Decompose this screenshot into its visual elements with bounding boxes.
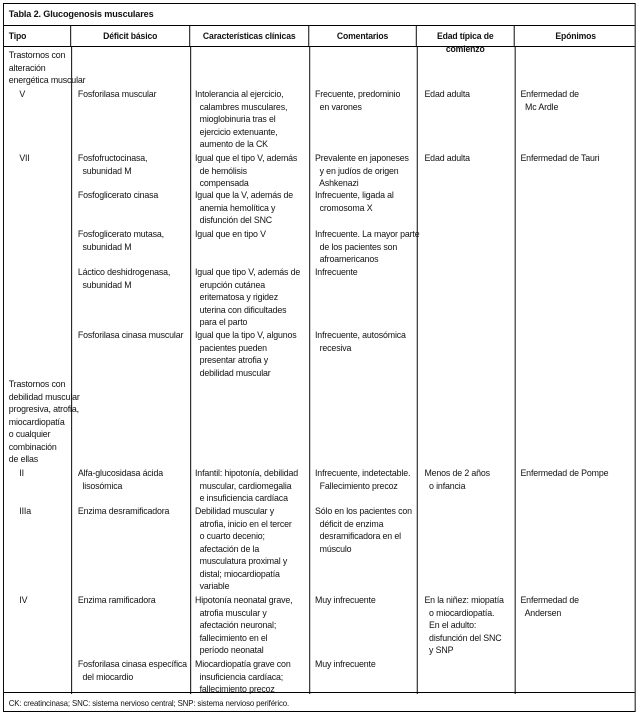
- header-edad: Edad típica de comienzo: [417, 26, 515, 46]
- cell-edad: Menos de 2 años o infancia: [424, 468, 490, 491]
- cell-deficit: Alfa-glucosidasa ácida lisosómica: [77, 468, 163, 491]
- header-eponimos: Epónimos: [555, 31, 596, 41]
- cell-deficit: Enzima ramificadora: [77, 595, 156, 605]
- cell-comentarios: Muy infrecuente: [315, 595, 376, 605]
- header-clinica: Características clínicas: [190, 26, 309, 46]
- column-divider: [417, 46, 418, 694]
- table-title: Tabla 2. Glucogenosis musculares: [4, 4, 635, 26]
- cell-eponimo: Enfermedad de Andersen: [520, 595, 579, 618]
- cell-deficit: Fosforilasa cinasa específica del miocardio: [77, 659, 187, 682]
- cell-comentarios: Infrecuente: [315, 267, 358, 277]
- cell-clinica: Infantil: hipotonía, debilidad muscular, cardiomegalia e insuficiencia cardíaca: [195, 468, 299, 503]
- cell-comentarios: Infrecuente. La mayor parte de los pacientes son afroamericanos: [315, 229, 420, 264]
- cell-comentarios: Infrecuente, autosómica recesiva: [315, 330, 406, 353]
- cell-edad: Edad adulta: [424, 89, 470, 99]
- cell-deficit: Fosfoglicerato cinasa: [77, 190, 159, 200]
- cell-tipo: V: [19, 89, 26, 99]
- cell-deficit: Enzima desramificadora: [77, 506, 170, 516]
- cell-eponimo: Enfermedad de Mc Ardle: [520, 89, 579, 112]
- cell-edad: Edad adulta: [424, 153, 470, 163]
- cell-comentarios: Infrecuente, ligada al cromosoma X: [315, 190, 394, 213]
- group-label-energetica: Trastornos con alteración energética muscular: [8, 50, 86, 85]
- cell-comentarios: Sólo en los pacientes con déficit de enzima desramificadora en el músculo: [315, 506, 412, 554]
- cell-deficit: Fosforilasa muscular: [77, 89, 157, 99]
- header-tipo: Tipo: [4, 26, 71, 46]
- cell-comentarios: Frecuente, predominio en varones: [315, 89, 401, 112]
- cell-tipo: VII: [19, 153, 30, 163]
- header-deficit: Déficit básico: [71, 26, 190, 46]
- header-comentarios: Comentarios: [309, 26, 417, 46]
- table-footnote: CK: creatincinasa; SNC: sistema nervioso central; SNP: sistema nervioso periférico.: [4, 692, 635, 711]
- cell-deficit: Fosforilasa cinasa muscular: [77, 330, 184, 340]
- cell-clinica: Igual que la V, además de anemia hemolítica y disfunción del SNC: [195, 190, 294, 225]
- cell-tipo: IIIa: [19, 506, 32, 516]
- cell-clinica: Miocardiopatía grave con insuficiencia cardíaca; fallecimiento precoz: [195, 659, 291, 694]
- cell-deficit: Fosfofructocinasa, subunidad M: [77, 153, 148, 176]
- column-divider: [190, 46, 191, 694]
- group-label-debilidad: Trastornos con debilidad muscular progresiva, atrofia, miocardiopatía o cualquier combinación de ellas: [8, 379, 80, 464]
- table-frame: [3, 3, 636, 712]
- cell-deficit: Fosfoglicerato mutasa, subunidad M: [77, 229, 164, 252]
- cell-comentarios: Muy infrecuente: [315, 659, 376, 669]
- cell-tipo: II: [19, 468, 24, 478]
- table-body: [4, 46, 635, 694]
- table-header: [4, 26, 635, 54]
- cell-clinica: Hipotonía neonatal grave, atrofia muscular y afectación neuronal; fallecimiento en el período neonatal: [195, 595, 293, 655]
- cell-edad: En la niñez: miopatía o miocardiopatía. En el adulto: disfunción del SNC y SNP: [424, 595, 504, 655]
- cell-tipo: IV: [19, 595, 28, 605]
- column-divider: [515, 46, 516, 694]
- cell-clinica: Igual que en tipo V: [195, 229, 266, 239]
- cell-eponimo: Enfermedad de Tauri: [520, 153, 600, 163]
- cell-clinica: Igual que tipo V, además de erupción cutánea eritematosa y rigidez uterina con dificultades para el parto: [195, 267, 301, 327]
- column-divider: [71, 46, 72, 694]
- cell-clinica: Intolerancia al ejercicio, calambres musculares, mioglobinuria tras el ejercicio extenuante, aumento de la CK: [195, 89, 288, 149]
- cell-clinica: Debilidad muscular y atrofia, inicio en el tercer o cuarto decenio; afectación de la musculatura proximal y distal; miocardiopatía variable: [195, 506, 292, 591]
- cell-clinica: Igual que el tipo V, además de hemólisis compensada: [195, 153, 298, 188]
- cell-comentarios: Prevalente en japoneses y en judíos de origen Ashkenazi: [315, 153, 409, 188]
- cell-eponimo: Enfermedad de Pompe: [520, 468, 609, 478]
- cell-comentarios: Infrecuente, indetectable. Fallecimiento precoz: [315, 468, 411, 491]
- column-divider: [309, 46, 310, 694]
- cell-clinica: Igual que la tipo V, algunos pacientes pueden presentar atrofia y debilidad muscular: [195, 330, 297, 378]
- cell-deficit: Láctico deshidrogenasa, subunidad M: [77, 267, 171, 290]
